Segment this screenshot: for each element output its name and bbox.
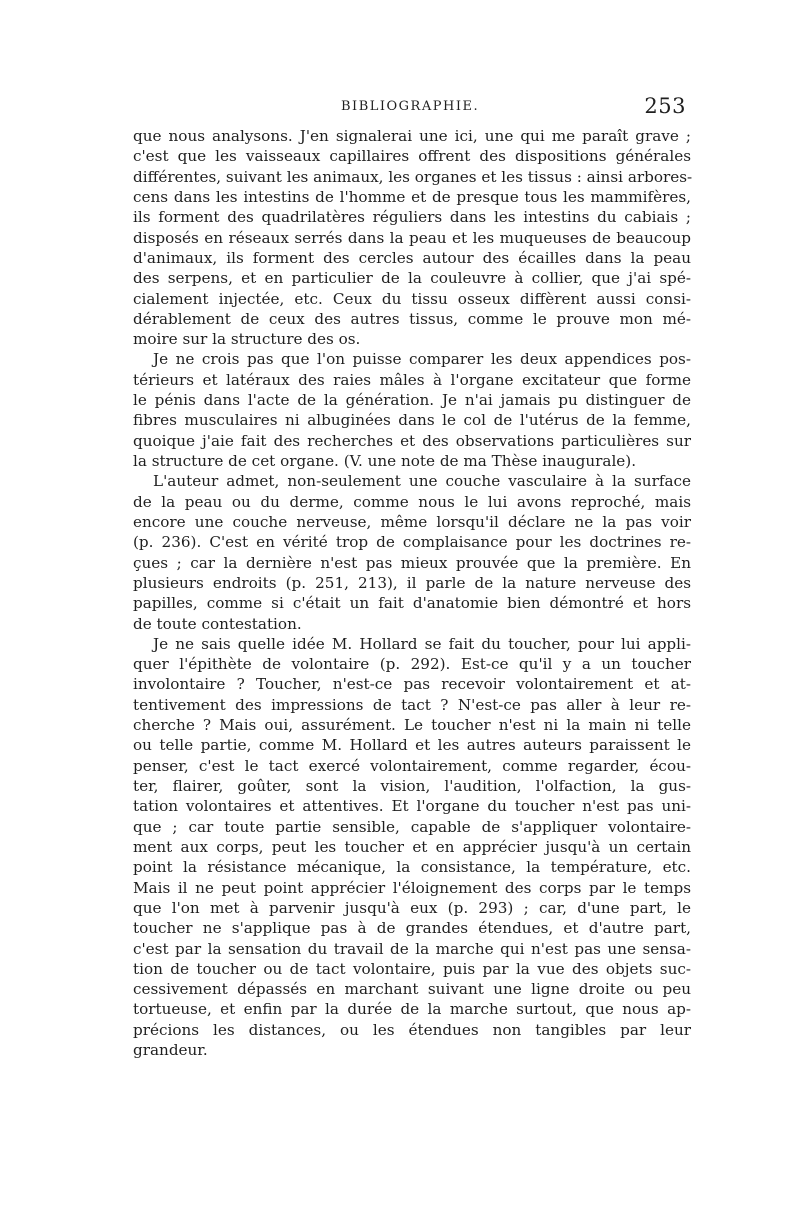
- text-line: c'est que les vaisseaux capillaires offrent des dispositions générales: [133, 147, 691, 166]
- text-line: dérablement de ceux des autres tissus, comme le prouve mon mé-: [133, 309, 691, 328]
- text-line: quoique j'aie fait des recherches et des observations particulières sur: [133, 431, 691, 450]
- running-title: BIBLIOGRAPHIE.: [341, 99, 480, 114]
- text-line: involontaire ? Toucher, n'est-ce pas recevoir volontairement et at-: [133, 675, 691, 694]
- text-line: penser, c'est le tact exercé volontairement, comme regarder, écou-: [133, 756, 691, 775]
- text-line: Je ne crois pas que l'on puisse comparer les deux appendices pos-: [153, 350, 691, 369]
- text-line: cialement injectée, etc. Ceux du tissu osseux diffèrent aussi consi-: [133, 289, 691, 308]
- text-line: que l'on met à parvenir jusqu'à eux (p. 293) ; car, d'une part, le: [133, 898, 691, 917]
- text-line: grandeur.: [133, 1041, 208, 1060]
- text-line: que nous analysons. J'en signalerai une ici, une qui me paraît grave ;: [133, 127, 691, 145]
- running-head: [133, 96, 686, 122]
- text-line: tion de toucher ou de tact volontaire, puis par la vue des objets suc-: [133, 959, 691, 978]
- text-line: ils forment des quadrilatères réguliers dans les intestins du cabiais ;: [133, 208, 691, 227]
- text-line: tortueuse, et enfin par la durée de la marche surtout, que nous ap-: [133, 1000, 691, 1019]
- body-text: [133, 126, 691, 1060]
- text-line: différentes, suivant les animaux, les organes et les tissus : ainsi arbores-: [133, 167, 693, 186]
- text-line: plusieurs endroits (p. 251, 213), il parle de la nature nerveuse des: [133, 573, 691, 592]
- text-line: Mais il ne peut point apprécier l'éloignement des corps par le temps: [133, 878, 691, 897]
- text-line: que ; car toute partie sensible, capable de s'appliquer volontaire-: [133, 817, 691, 836]
- text-line: çues ; car la dernière n'est pas mieux prouvée que la première. En: [133, 553, 691, 572]
- text-line: cens dans les intestins de l'homme et de presque tous les mammifères,: [133, 187, 691, 206]
- text-line: ter, flairer, goûter, sont la vision, l'audition, l'olfaction, la gus-: [133, 777, 691, 795]
- text-line: encore une couche nerveuse, même lorsqu'il déclare ne la pas voir: [133, 512, 691, 531]
- text-line: tentivement des impressions de tact ? N'est-ce pas aller à leur re-: [133, 695, 691, 714]
- text-line: Je ne sais quelle idée M. Hollard se fait du toucher, pour lui appli-: [153, 634, 691, 653]
- page-number: 253: [644, 94, 686, 118]
- text-line: quer l'épithète de volontaire (p. 292). Est-ce qu'il y a un toucher: [133, 655, 691, 674]
- text-line: de la peau ou du derme, comme nous le lui avons reproché, mais: [133, 492, 691, 511]
- text-line: cherche ? Mais oui, assurément. Le toucher n'est ni la main ni telle: [133, 716, 691, 735]
- text-line: point la résistance mécanique, la consistance, la température, etc.: [133, 858, 691, 877]
- text-line: (p. 236). C'est en vérité trop de complaisance pour les doctrines re-: [133, 533, 691, 552]
- text-line: la structure de cet organe. (V. une note de ma Thèse inaugurale).: [133, 452, 637, 470]
- text-line: cessivement dépassés en marchant suivant une ligne droite ou peu: [133, 980, 691, 999]
- text-line: papilles, comme si c'était un fait d'anatomie bien démontré et hors: [133, 594, 691, 613]
- text-line: c'est par la sensation du travail de la marche qui n'est pas une sensa-: [133, 939, 691, 958]
- text-line: de toute contestation.: [133, 614, 302, 633]
- text-line: L'auteur admet, non-seulement une couche vasculaire à la surface: [153, 472, 691, 491]
- text-line: d'animaux, ils forment des cercles autour des écailles dans la peau: [133, 248, 691, 267]
- text-line: ou telle partie, comme M. Hollard et les autres auteurs paraissent le: [133, 736, 691, 755]
- text-line: disposés en réseaux serrés dans la peau et les muqueuses de beaucoup: [133, 228, 691, 247]
- text-line: des serpens, et en particulier de la couleuvre à collier, que j'ai spé-: [133, 269, 691, 288]
- text-line: toucher ne s'applique pas à de grandes étendues, et d'autre part,: [133, 919, 691, 938]
- text-line: tation volontaires et attentives. Et l'organe du toucher n'est pas uni-: [133, 797, 691, 816]
- text-line: le pénis dans l'acte de la génération. Je n'ai jamais pu distinguer de: [133, 391, 691, 410]
- text-line: précions les distances, ou les étendues non tangibles par leur: [133, 1020, 691, 1039]
- text-line: térieurs et latéraux des raies mâles à l'organe excitateur que forme: [133, 370, 691, 389]
- text-line: ment aux corps, peut les toucher et en apprécier jusqu'à un certain: [133, 837, 691, 856]
- text-line: fibres musculaires ni albuginées dans le col de l'utérus de la femme,: [133, 411, 691, 430]
- text-line: moire sur la structure des os.: [133, 330, 361, 349]
